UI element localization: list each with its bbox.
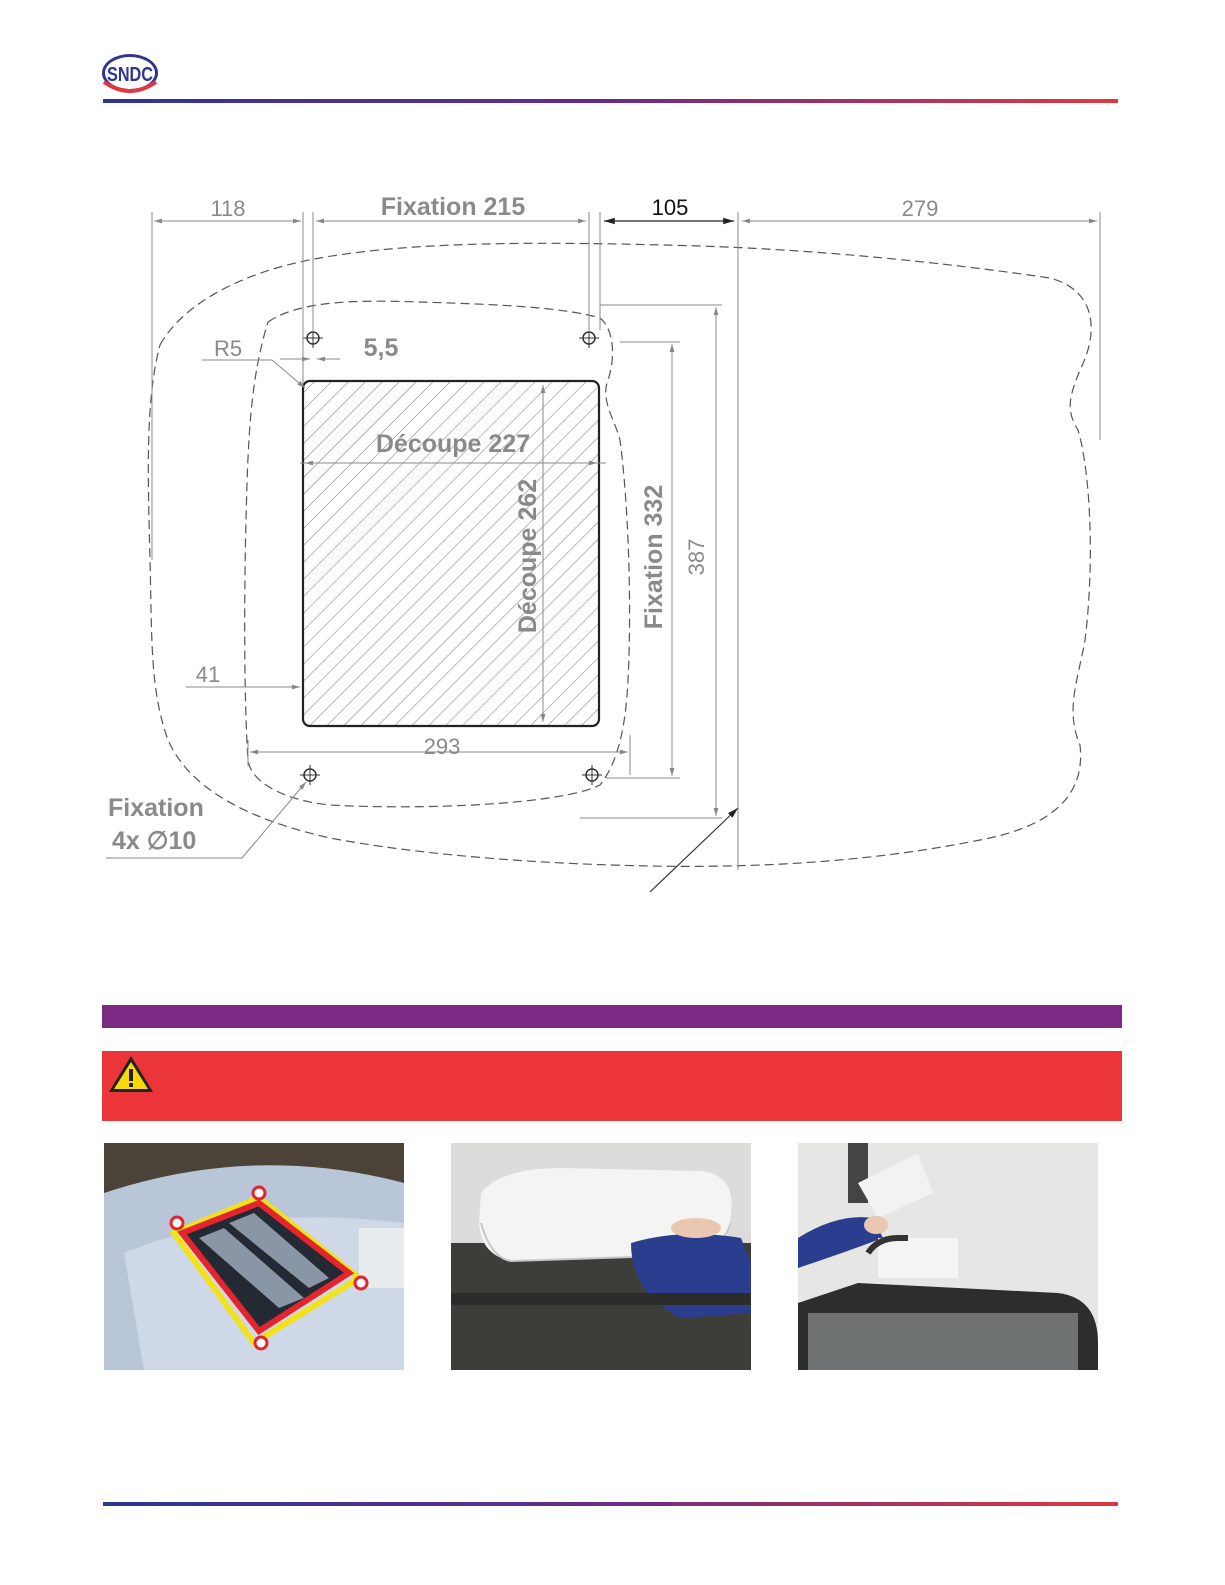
- dim-41: 41: [195, 662, 221, 687]
- warning-triangle-icon: [106, 1053, 156, 1095]
- dim-387: 387: [684, 538, 709, 576]
- dim-105: 105: [651, 195, 689, 220]
- photo-unit-on-roof: [451, 1143, 751, 1370]
- photo-fitting-unit: [798, 1143, 1098, 1370]
- fixation-label-line1: Fixation: [108, 794, 204, 822]
- dim-5-5: 5,5: [363, 334, 399, 362]
- dim-decoupe-262: Découpe 262: [514, 478, 542, 634]
- svg-text:SNDC: SNDC: [107, 64, 153, 86]
- dim-118: 118: [210, 196, 246, 221]
- sndc-logo: [100, 52, 160, 96]
- dim-decoupe-227: Découpe 227: [375, 430, 531, 458]
- footer-gradient-rule: [103, 1502, 1118, 1506]
- fixation-label-line2: 4x ∅10: [112, 827, 197, 855]
- warning-banner: [102, 1051, 1122, 1121]
- cutout-dimension-drawing: [0, 150, 1225, 910]
- unit-outline: [148, 243, 1091, 866]
- dim-fixation-332: Fixation 332: [640, 484, 668, 630]
- section-bar: [102, 1005, 1122, 1028]
- dim-fixation-215: Fixation 215: [380, 193, 526, 221]
- dim-r5: R5: [213, 336, 243, 361]
- photo-roof-gasket: [104, 1143, 404, 1370]
- header-gradient-rule: [103, 99, 1118, 103]
- dim-279: 279: [901, 196, 939, 221]
- dim-293: 293: [423, 734, 461, 759]
